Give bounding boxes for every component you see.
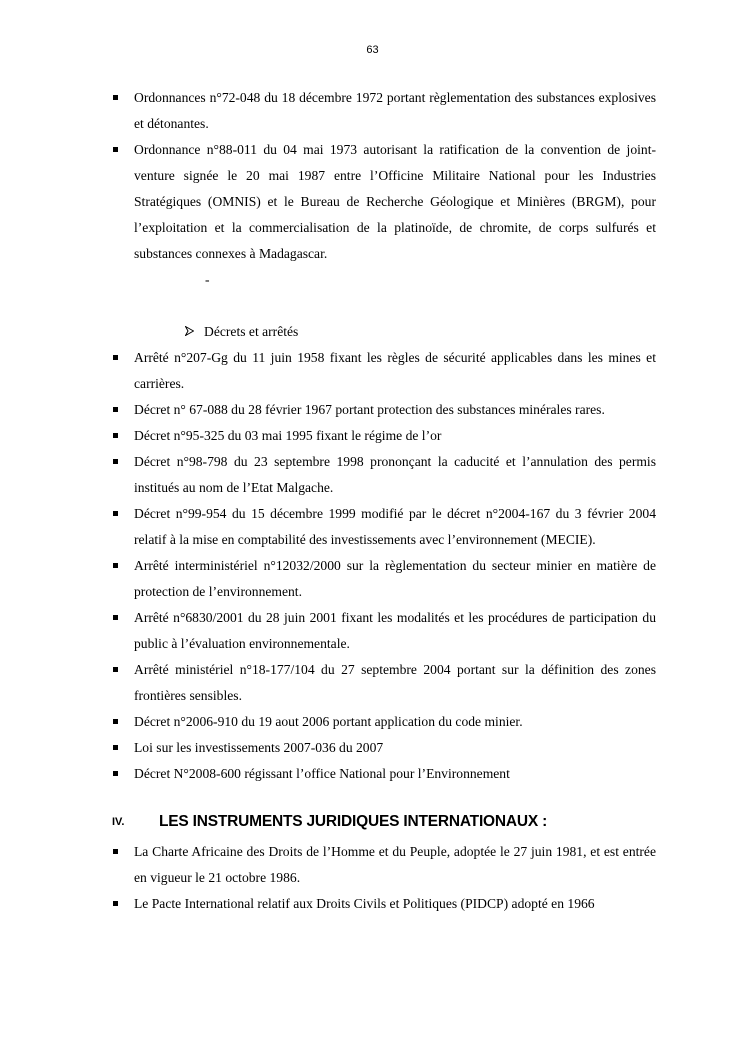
document-body (112, 85, 656, 917)
list-item: Arrêté interministériel n°12032/2000 sur la règlementation du secteur minier en matière de protection de l’environnement. (112, 553, 656, 605)
list-item: Décret n° 67-088 du 28 février 1967 portant protection des substances minérales rares. (112, 397, 656, 423)
list-item: Arrêté ministériel n°18-177/104 du 27 septembre 2004 portant sur la définition des zones frontières sensibles. (112, 657, 656, 709)
decrets-list (112, 345, 656, 787)
list-item: Arrêté n°6830/2001 du 28 juin 2001 fixant les modalités et les procédures de participation du public à l’évaluation environnementale. (112, 605, 656, 657)
dash-separator: - (205, 272, 210, 287)
blank-line (112, 293, 656, 319)
list-item: Ordonnances n°72-048 du 18 décembre 1972 portant règlementation des substances explosives et détonantes. (112, 85, 656, 137)
international-list (112, 839, 656, 917)
list-item: Décret n°2006-910 du 19 aout 2006 portant application du code minier. (112, 709, 656, 735)
decrets-subheading (112, 319, 656, 345)
section-heading (112, 805, 656, 839)
list-item: Ordonnance n°88-011 du 04 mai 1973 autorisant la ratification de la convention de joint-venture signée le 20 mai 1987 entre l’Officine Militaire National pour les Industries Stratégiques (OMNIS) et le Bureau de Recherche Géologique et Minières (BRGM), pour l’exploitation et la commercialisation de la platinoïde, de chromite, de corps sulfurés et substances connexes à Madagascar. (112, 137, 656, 267)
section-number: IV. (112, 816, 125, 828)
list-item: Décret N°2008-600 régissant l’office National pour l’Environnement (112, 761, 656, 787)
list-item: Loi sur les investissements 2007-036 du 2007 (112, 735, 656, 761)
list-item: Arrêté n°207-Gg du 11 juin 1958 fixant les règles de sécurité applicables dans les mines et carrières. (112, 345, 656, 397)
section-title: LES INSTRUMENTS JURIDIQUES INTERNATIONAUX : (159, 813, 548, 830)
decrets-subheading-label: Décrets et arrêtés (204, 324, 299, 339)
page-number: 63 (366, 44, 379, 56)
list-item: Décret n°95-325 du 03 mai 1995 fixant le régime de l’or (112, 423, 656, 449)
list-item: La Charte Africaine des Droits de l’Homme et du Peuple, adoptée le 27 juin 1981, et est entrée en vigueur le 21 octobre 1986. (112, 839, 656, 891)
arrow-bullet-icon-shape (185, 326, 194, 336)
list-item: Décret n°99-954 du 15 décembre 1999 modifié par le décret n°2004-167 du 3 février 2004 relatif à la mise en comptabilité des investissements avec l’environnement (MECIE). (112, 501, 656, 553)
ordonnances-list (112, 85, 656, 267)
arrow-bullet-icon (185, 320, 197, 346)
list-item: Le Pacte International relatif aux Droits Civils et Politiques (PIDCP) adopté en 1966 (112, 891, 656, 917)
list-item: Décret n°98-798 du 23 septembre 1998 prononçant la caducité et l’annulation des permis institués au nom de l’Etat Malgache. (112, 449, 656, 501)
